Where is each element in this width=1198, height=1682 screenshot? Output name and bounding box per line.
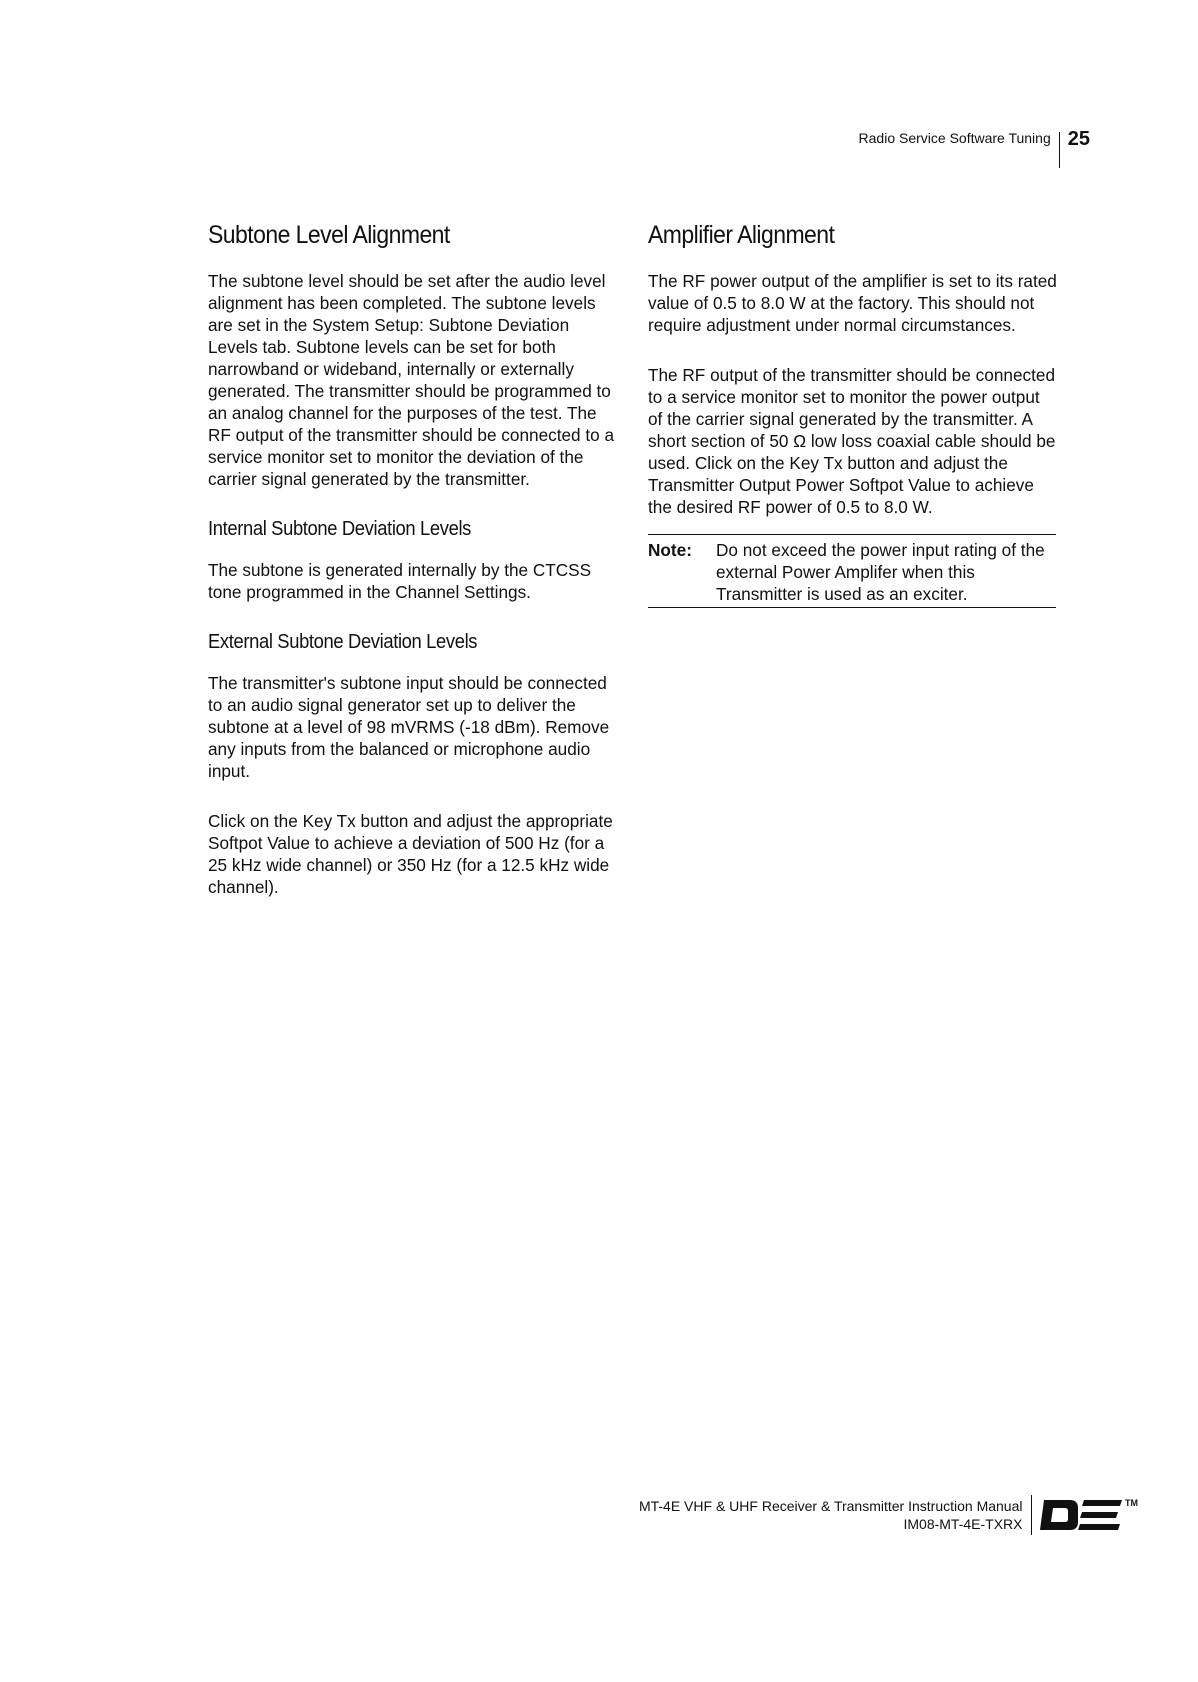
de-logo-icon xyxy=(1040,1498,1124,1532)
internal-subtone-paragraph: The subtone is generated internally by the CTCSS tone programmed in the Channel Settings. xyxy=(208,560,592,602)
running-header-title: Radio Service Software Tuning xyxy=(858,130,1051,146)
external-subtone-paragraph-1: The transmitter's subtone input should be connected to an audio signal generator set up to deliver the subtone at a level of 98 mVRMS (-18 dBm). Remove any inputs from the balanced or microphone audio input. xyxy=(208,673,610,781)
note-label: Note: xyxy=(648,540,692,560)
amplifier-paragraph-2: The RF output of the transmitter should be connected to a service monitor set to monitor the power output of the carrier signal generated by the transmitter. A short section of 50 Ω low loss coaxial cable should be used. Click on the Key Tx button and adjust the Transmitter Output Power Softpot Value to achieve the desired RF power of 0.5 to 8.0 W. xyxy=(648,365,1056,517)
left-column xyxy=(208,221,616,926)
trademark-symbol: TM xyxy=(1125,1498,1138,1508)
page-footer xyxy=(639,1495,1138,1535)
manual-title: MT-4E VHF & UHF Receiver & Transmitter Instruction Manual xyxy=(638,1498,1023,1514)
amplifier-paragraph-1: The RF power output of the amplifier is set to its rated value of 0.5 to 8.0 W at the factory. This should not require adjustment under normal circumstances. xyxy=(648,271,1057,335)
header-divider xyxy=(1059,132,1060,168)
subtone-heading: Subtone Level Alignment xyxy=(208,221,450,249)
right-column xyxy=(648,221,1058,608)
note-box xyxy=(648,534,1056,608)
note-text: Do not exceed the power input rating of the external Power Amplifer when this Transmitter is used as an exciter. xyxy=(716,540,1045,604)
footer-divider xyxy=(1031,1495,1033,1535)
subtone-intro-paragraph: The subtone level should be set after the audio level alignment has been completed. The subtone levels are set in the System Setup: Subtone Deviation Levels tab. Subtone levels can be set for both narrowband or wideband, internally or externally generated. The transmitter should be programmed to an analog channel for the purposes of the test. The RF output of the transmitter should be connected to a service monitor set to monitor the deviation of the carrier signal generated by the transmitter. xyxy=(208,271,615,489)
company-logo xyxy=(1040,1498,1138,1532)
page-header xyxy=(859,128,1090,168)
page-number: 25 xyxy=(1067,128,1090,150)
footer-text-block xyxy=(639,1497,1023,1533)
internal-subtone-heading: Internal Subtone Deviation Levels xyxy=(208,518,472,540)
document-code: IM08-MT-4E-TXRX xyxy=(903,1516,1023,1532)
external-subtone-paragraph-2: Click on the Key Tx button and adjust the appropriate Softpot Value to achieve a deviation of 500 Hz (for a 25 kHz wide channel) or 350 Hz (for a 12.5 kHz wide channel). xyxy=(208,811,613,897)
amplifier-heading: Amplifier Alignment xyxy=(648,221,835,249)
external-subtone-heading: External Subtone Deviation Levels xyxy=(208,631,478,653)
